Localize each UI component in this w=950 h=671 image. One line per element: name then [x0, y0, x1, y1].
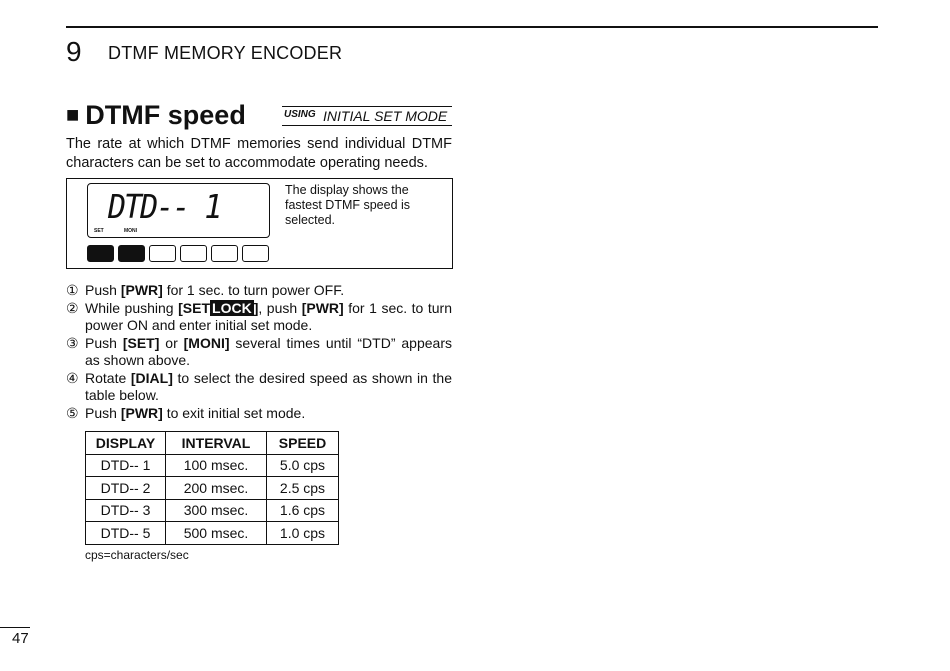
mode-tag: [282, 106, 452, 126]
moni-key: [118, 245, 145, 262]
intro-paragraph: The rate at which DTMF memories send individual DTMF characters can be set to accommodate operating needs.: [66, 136, 452, 171]
cell-interval: 200 msec.: [166, 477, 267, 500]
lock-label: LOCK: [212, 299, 252, 316]
lcd-readout: DTD-- 1: [108, 188, 221, 227]
header-speed: SPEED: [267, 432, 339, 455]
page-number-rule: [0, 627, 30, 628]
cell-speed: 2.5 cps: [267, 477, 339, 500]
step-number: ①: [66, 282, 79, 298]
cell-display: DTD-- 3: [86, 499, 166, 522]
cell-interval: 100 msec.: [166, 454, 267, 477]
square-bullet-icon: ■: [66, 102, 80, 127]
step-1: ① Push [PWR] for 1 sec. to turn power OFF.: [66, 282, 345, 298]
key-ref: [PWR]: [301, 299, 344, 316]
mode-tag-using: USING: [284, 109, 316, 120]
table-footnote: cps=characters/sec: [85, 548, 189, 562]
section-heading: [66, 99, 246, 131]
header-interval: INTERVAL: [166, 432, 267, 455]
key-5: [211, 245, 238, 262]
key-4: [180, 245, 207, 262]
step-3: ③ Push [SET] or [MONI] several times until “DTD” appears as shown above.: [66, 334, 452, 368]
table-header-row: [86, 432, 339, 455]
cell-interval: 300 msec.: [166, 499, 267, 522]
key-ref: [SET: [178, 299, 211, 316]
step-number: ④: [66, 369, 79, 386]
cell-display: DTD-- 5: [86, 522, 166, 545]
table-row: [86, 499, 339, 522]
header-rule: [66, 26, 878, 28]
page-number: 47: [12, 630, 29, 647]
cell-interval: 500 msec.: [166, 522, 267, 545]
key-ref: [MONI]: [183, 334, 230, 351]
step-number: ⑤: [66, 404, 79, 421]
key-ref: [PWR]: [120, 404, 163, 421]
key-ref: [PWR]: [120, 282, 163, 298]
table-row: [86, 454, 339, 477]
step-5: ⑤ Push [PWR] to exit initial set mode.: [66, 404, 306, 421]
display-note: The display shows the fastest DTMF speed is selected.: [285, 183, 411, 227]
step-number: ③: [66, 334, 79, 351]
lcd-set-label: SET: [94, 228, 104, 234]
set-key: [87, 245, 114, 262]
speed-table: [85, 431, 339, 545]
header-display: DISPLAY: [86, 432, 166, 455]
key-ref: [SET]: [122, 334, 160, 351]
lcd-moni-label: MONI: [124, 228, 138, 234]
section-title: DTMF speed: [85, 100, 246, 130]
key-ref: [DIAL]: [130, 369, 173, 386]
key-3: [149, 245, 176, 262]
cell-speed: 5.0 cps: [267, 454, 339, 477]
chapter-number: 9: [66, 36, 82, 67]
table-row: [86, 477, 339, 500]
step-number: ②: [66, 299, 79, 316]
cell-speed: 1.6 cps: [267, 499, 339, 522]
step-4: ④ Rotate [DIAL] to select the desired speed as shown in the table below.: [66, 369, 452, 403]
table-row: [86, 522, 339, 545]
key-6: [242, 245, 269, 262]
cell-display: DTD-- 1: [86, 454, 166, 477]
step-2: ② While pushing [SET LOCK ], push [PWR] for 1 sec. to turn power ON and enter initial set mode.: [66, 299, 452, 333]
chapter-title: DTMF MEMORY ENCODER: [108, 43, 343, 63]
mode-tag-label: INITIAL SET MODE: [323, 108, 448, 124]
cell-speed: 1.0 cps: [267, 522, 339, 545]
cell-display: DTD-- 2: [86, 477, 166, 500]
steps-list: [66, 282, 452, 422]
